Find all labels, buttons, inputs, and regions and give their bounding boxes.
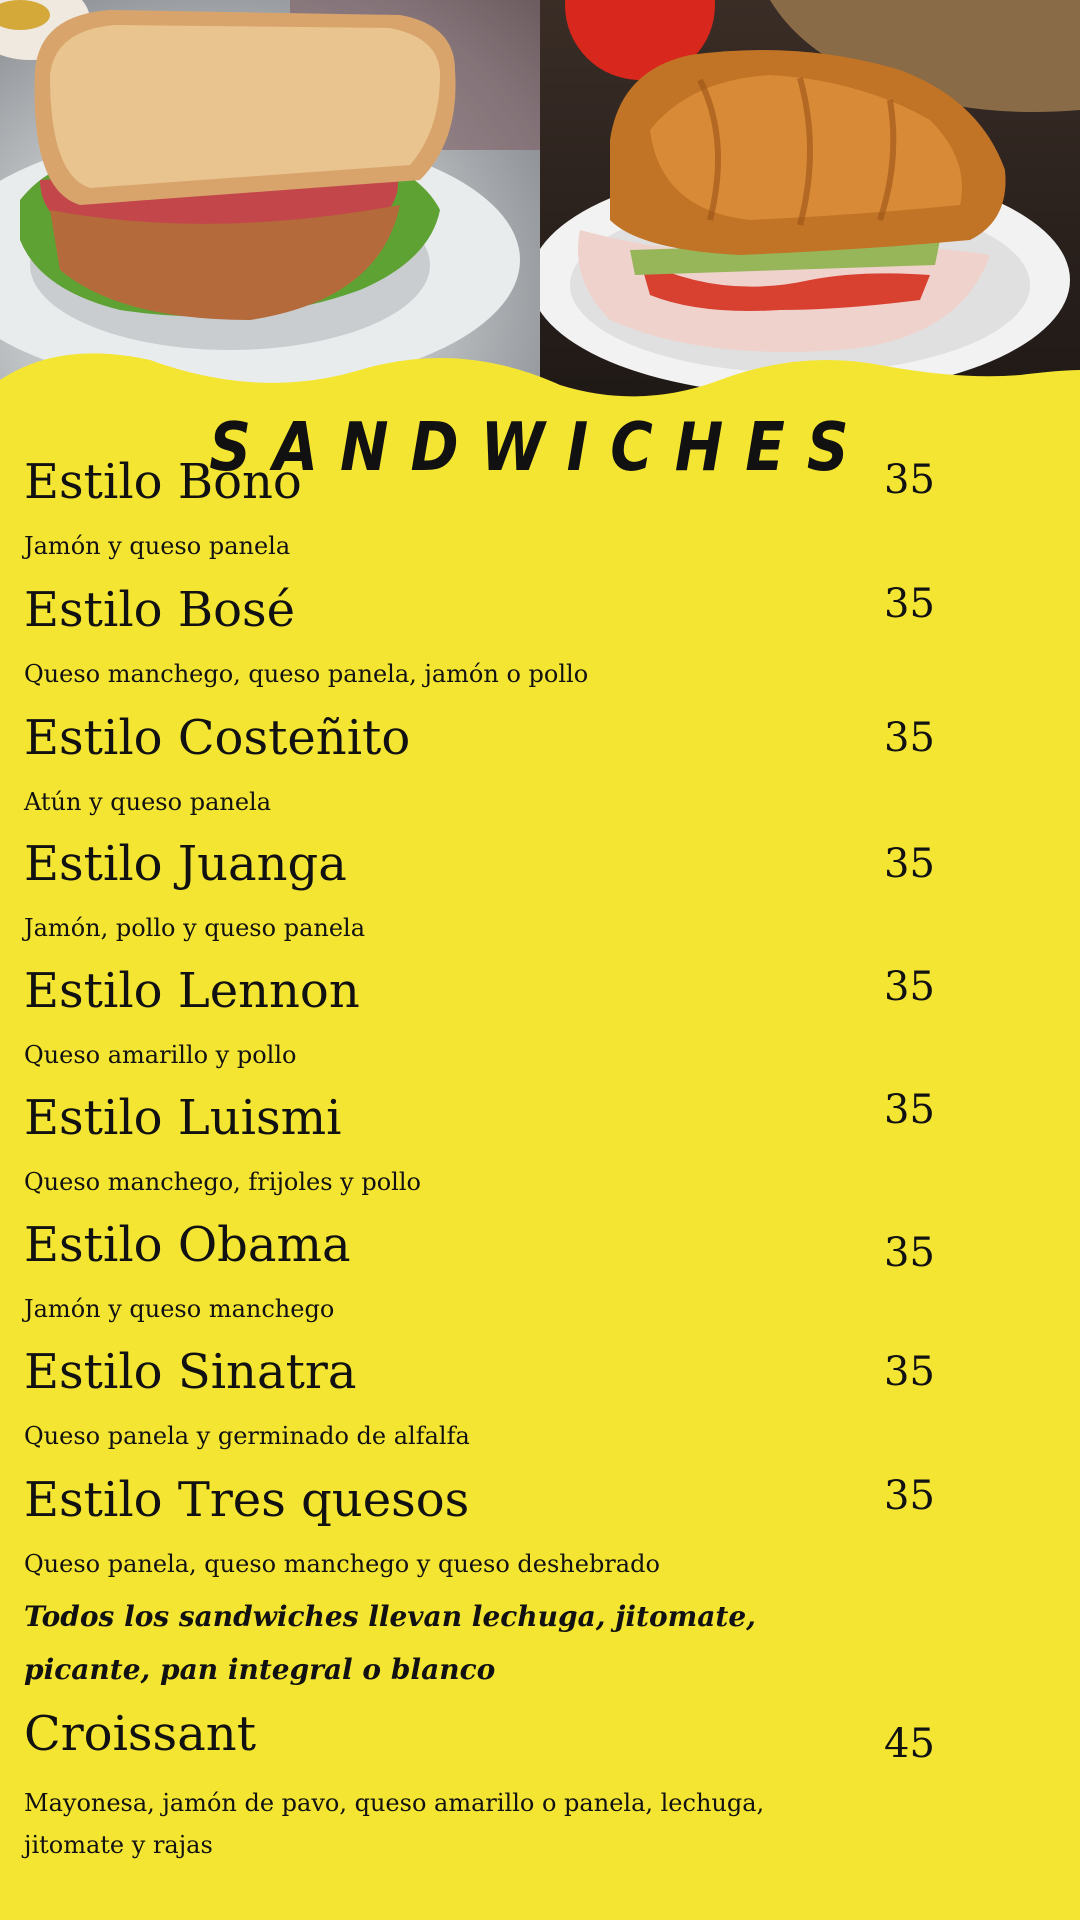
item-description: Queso amarillo y pollo: [24, 1041, 297, 1069]
item-name: Estilo Sinatra: [24, 1344, 357, 1400]
item-description: Jamón y queso manchego: [24, 1295, 335, 1323]
item-price: 35: [884, 715, 935, 761]
item-name: Estilo Costeñito: [24, 710, 411, 766]
item-price: 35: [884, 964, 935, 1010]
item-name: Estilo Juanga: [24, 836, 347, 892]
item-description: Mayonesa, jamón de pavo, queso amarillo o panela, lechuga, jitomate y rajas: [24, 1789, 765, 1859]
item-description: Atún y queso panela: [24, 788, 272, 816]
sandwich-note: Todos los sandwiches llevan lechuga, jitomate, picante, pan integral o blanco: [24, 1600, 756, 1686]
item-name: Estilo Luismi: [24, 1090, 342, 1146]
item-description: Queso manchego, frijoles y pollo: [24, 1168, 421, 1196]
item-name: Croissant: [24, 1706, 257, 1762]
item-price: 35: [884, 1349, 935, 1395]
item-price: 35: [884, 1473, 935, 1519]
item-price: 35: [884, 1087, 935, 1133]
item-description: Queso manchego, queso panela, jamón o pollo: [24, 660, 589, 688]
hero-photos: [0, 0, 1080, 420]
item-price: 45: [884, 1721, 935, 1767]
item-price: 35: [884, 1230, 935, 1276]
item-price: 35: [884, 581, 935, 627]
item-description: Queso panela, queso manchego y queso deshebrado: [24, 1550, 660, 1578]
item-description: Queso panela y germinado de alfalfa: [24, 1422, 470, 1450]
item-name: Estilo Bono: [24, 454, 302, 510]
item-name: Estilo Lennon: [24, 963, 360, 1019]
item-description: Jamón, pollo y queso panela: [24, 914, 366, 942]
item-description: Jamón y queso panela: [24, 532, 291, 560]
page-title: SANDWICHES: [209, 407, 871, 487]
item-price: 35: [884, 841, 935, 887]
item-name: Estilo Tres quesos: [24, 1472, 470, 1528]
item-name: Estilo Bosé: [24, 582, 296, 638]
item-price: 35: [884, 457, 935, 503]
item-name: Estilo Obama: [24, 1217, 351, 1273]
